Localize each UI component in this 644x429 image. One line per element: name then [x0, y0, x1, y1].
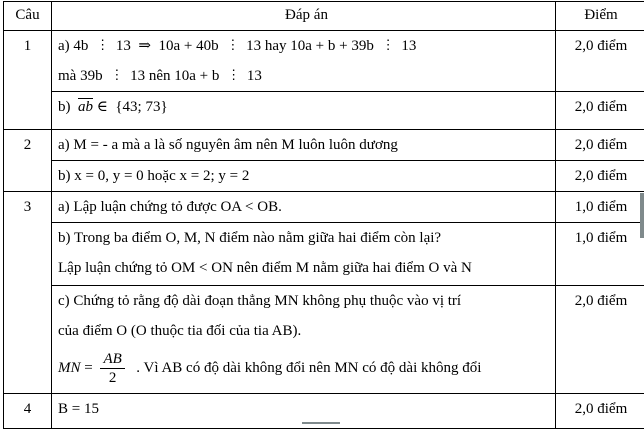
- text: 10a + 40b: [158, 38, 218, 54]
- text: 13: [116, 38, 131, 54]
- overline-number: $\overline{ab}$: [78, 99, 93, 115]
- score-cell: 2,0 điểm: [556, 286, 644, 394]
- table-header-row: [4, 2, 644, 31]
- equals-symbol: =: [84, 360, 92, 376]
- divisible-symbol: ⋮: [222, 37, 242, 52]
- answer-line: Lập luận chứng tỏ OM < ON nên điểm M nằm giữa hai điểm O và N: [58, 253, 555, 283]
- answer-line: b) Trong ba điểm O, M, N điểm nào nằm giữa hai điểm còn lại?: [58, 223, 555, 253]
- answer-cell: B = 15: [52, 394, 556, 429]
- answer-line: của điểm O (O thuộc tia đối của tia AB).: [58, 316, 555, 346]
- divisible-symbol: ⋮: [378, 37, 398, 52]
- question-number: 2: [4, 130, 52, 192]
- element-of-symbol: ∈: [97, 99, 108, 115]
- text: a) 4b: [58, 38, 88, 54]
- answer-line: [58, 61, 555, 91]
- answer-cell: [52, 92, 556, 130]
- table-row: [4, 31, 644, 92]
- resize-handle-right[interactable]: [640, 193, 644, 238]
- question-number: 3: [4, 192, 52, 394]
- table-row: [4, 130, 644, 161]
- table-row: [4, 192, 644, 223]
- score-cell: 2,0 điểm: [556, 130, 644, 161]
- header-question: Câu: [4, 2, 52, 31]
- fraction-numerator: AB: [100, 350, 124, 369]
- divisible-symbol: ⋮: [92, 37, 112, 52]
- fraction-denominator: 2: [100, 369, 124, 387]
- answer-line: [58, 31, 555, 61]
- text: . Vì AB có độ dài không đổi nên MN có độ dài không đổi: [136, 360, 481, 376]
- text: 13 nên 10a + b: [130, 68, 219, 84]
- divisible-symbol: ⋮: [223, 67, 243, 82]
- score-cell: 2,0 điểm: [556, 92, 644, 130]
- text: b): [58, 99, 71, 115]
- header-score: Điểm: [556, 2, 644, 31]
- formula-lhs: MN: [58, 360, 81, 376]
- score-cell: 1,0 điểm: [556, 223, 644, 286]
- fraction: [100, 350, 124, 387]
- answer-line: c) Chứng tỏ rằng độ dài đoạn thẳng MN không phụ thuộc vào vị trí: [58, 286, 555, 316]
- text: {43; 73}: [115, 99, 167, 115]
- answer-cell: a) M = - a mà a là số nguyên âm nên M luôn luôn dương: [52, 130, 556, 161]
- answer-cell: [52, 286, 556, 394]
- text: mà 39b: [58, 68, 103, 84]
- question-number: 4: [4, 394, 52, 429]
- formula-line: [58, 346, 555, 390]
- table-row: [4, 223, 644, 286]
- answer-cell: [52, 31, 556, 92]
- divisible-symbol: ⋮: [106, 67, 126, 82]
- table-row: [4, 92, 644, 130]
- table-row: [4, 161, 644, 192]
- implies-symbol: ⇒: [138, 38, 151, 54]
- text: 13: [401, 38, 416, 54]
- header-answer: Đáp án: [52, 2, 556, 31]
- answer-cell: [52, 223, 556, 286]
- text: 13: [247, 68, 262, 84]
- question-number: 1: [4, 31, 52, 130]
- table-row: [4, 286, 644, 394]
- score-cell: 2,0 điểm: [556, 161, 644, 192]
- text: 13 hay 10a + b + 39b: [246, 38, 374, 54]
- score-cell: 1,0 điểm: [556, 192, 644, 223]
- score-cell: 2,0 điểm: [556, 31, 644, 92]
- answer-cell: a) Lập luận chứng tỏ được OA < OB.: [52, 192, 556, 223]
- answer-cell: b) x = 0, y = 0 hoặc x = 2; y = 2: [52, 161, 556, 192]
- score-cell: 2,0 điểm: [556, 394, 644, 429]
- answer-key-table: [3, 1, 644, 429]
